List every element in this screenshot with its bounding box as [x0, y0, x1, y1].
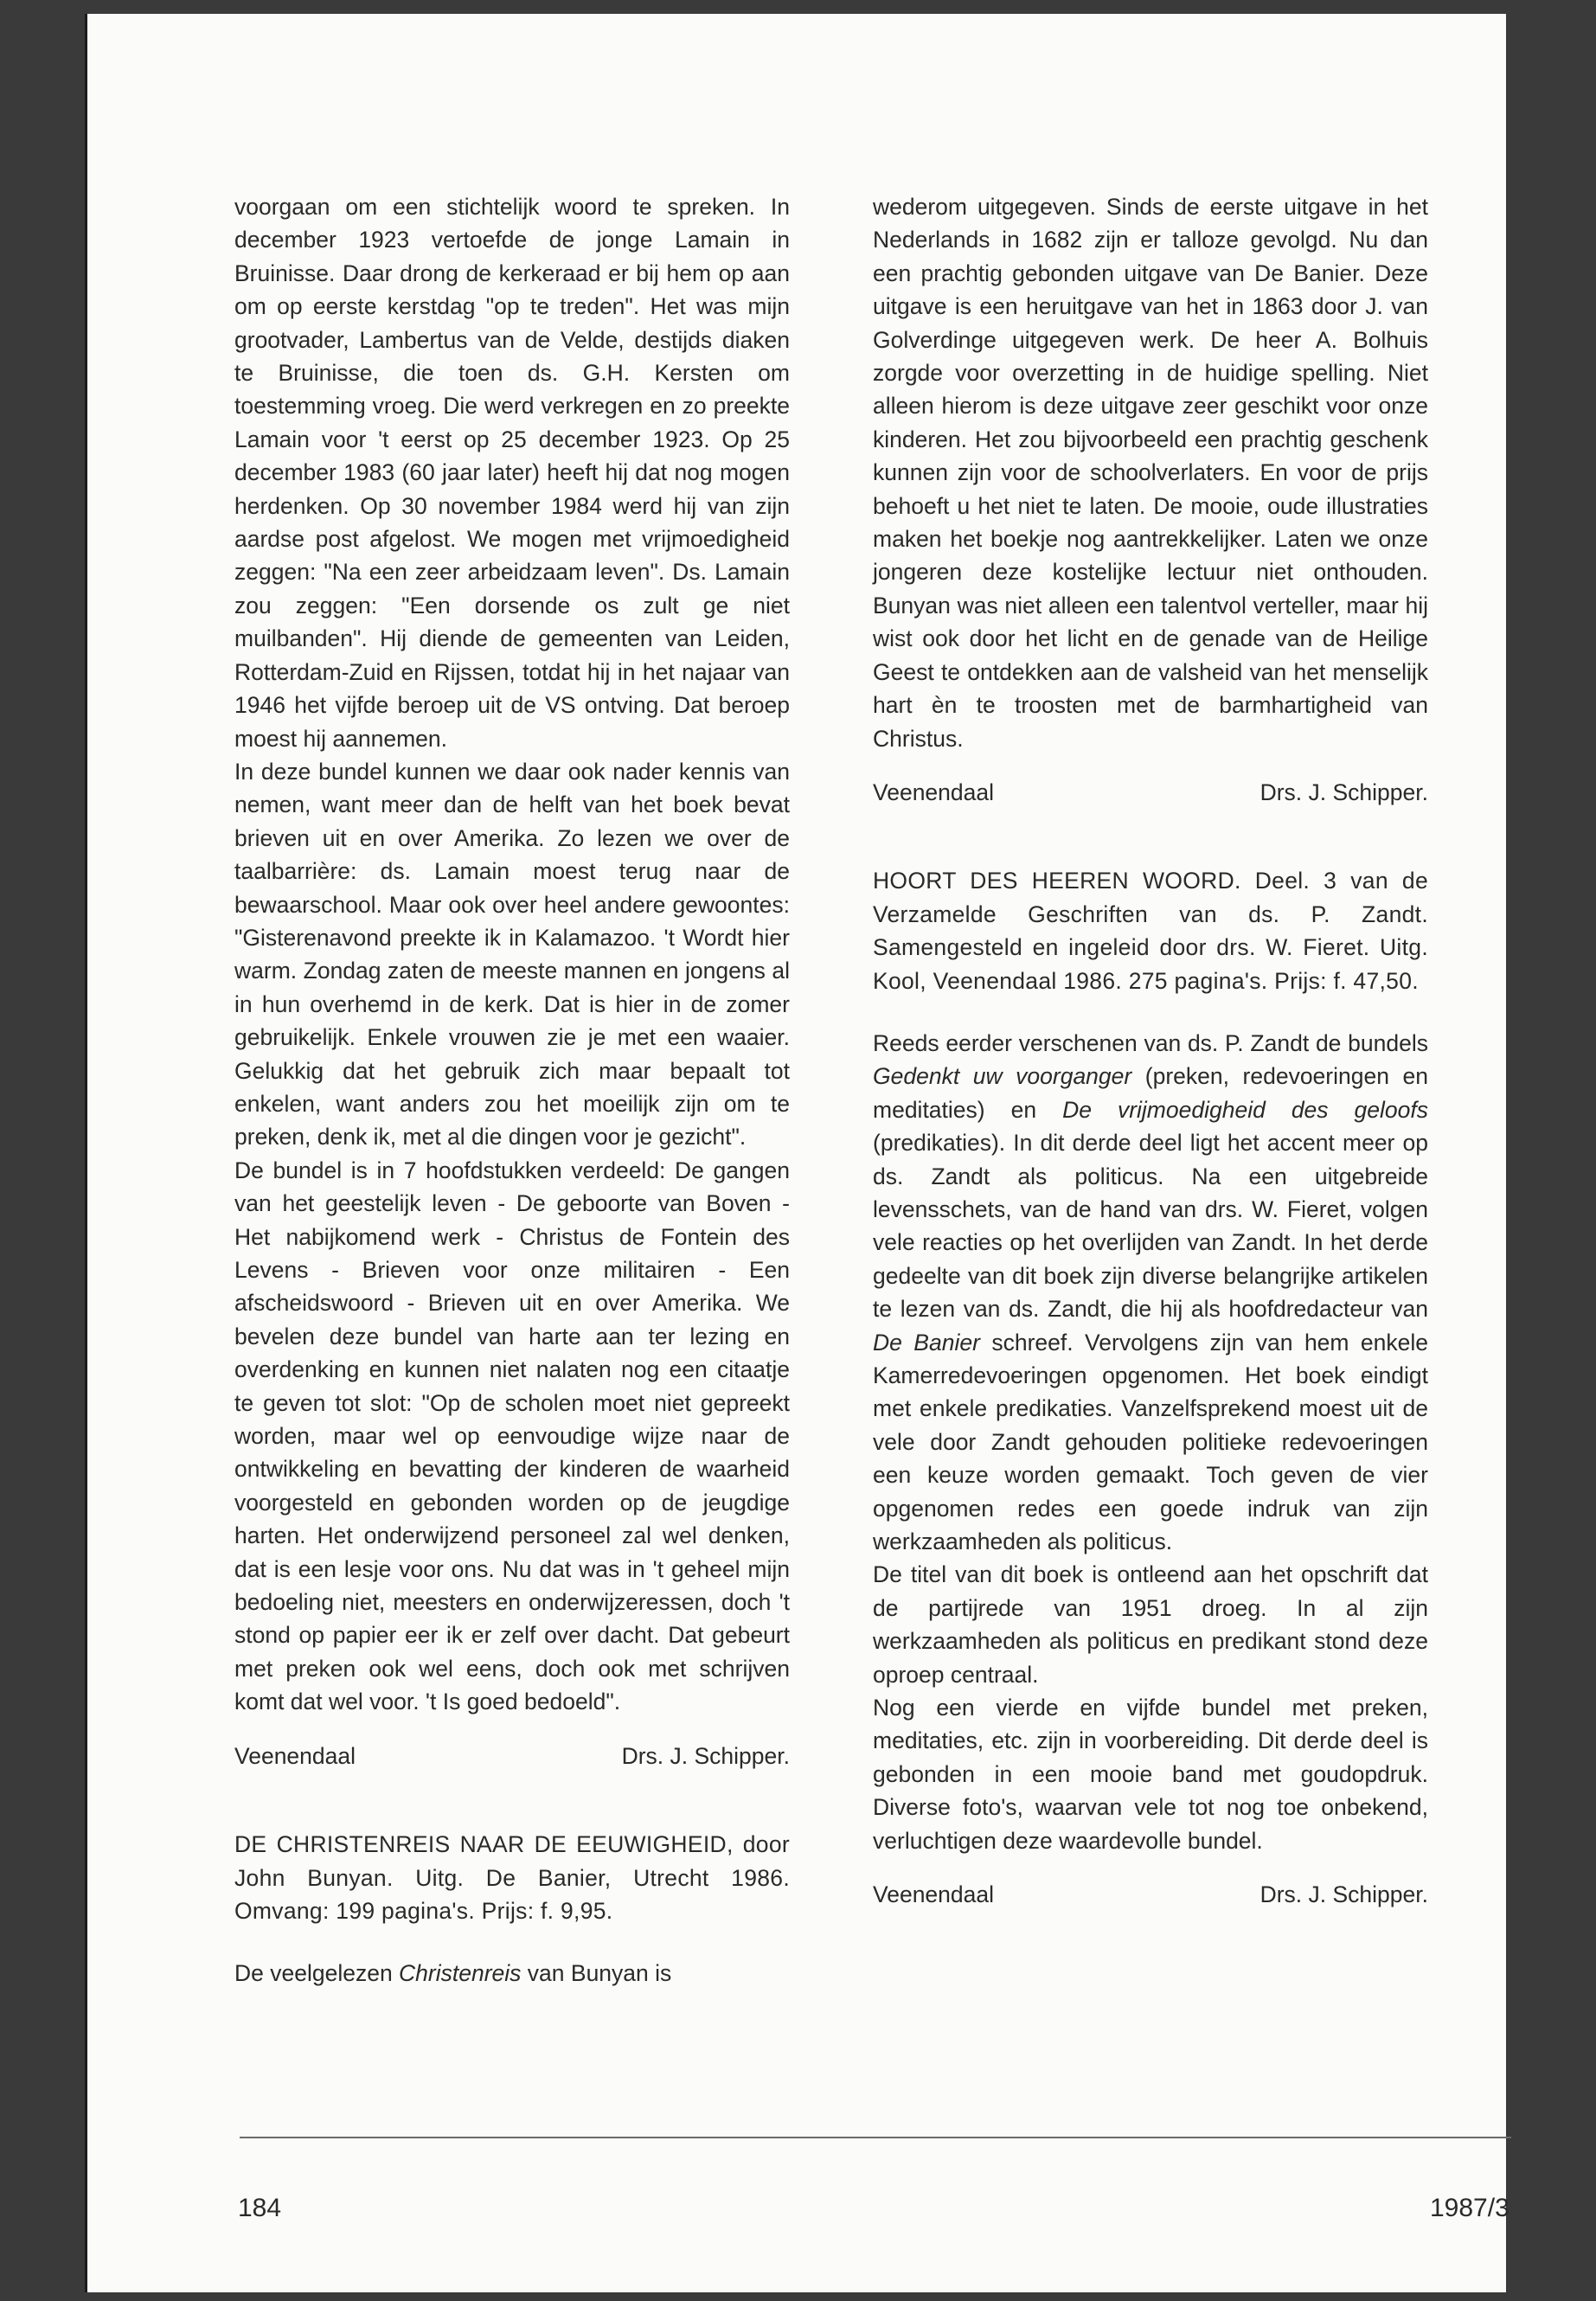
signature-name: Drs. J. Schipper. [621, 1742, 790, 1769]
review3-paragraph-3: Nog een vierde en vijfde bundel met preken, meditaties, etc. zijn in voorbereiding. Dit derde deel is gebonden in een mooie band met goudopdruk. Diverse foto's, waarvan vele tot nog toe onbekend, verluchtigen deze waardevolle bundel. [873, 1695, 1428, 1854]
review3-paragraph-1: Reeds eerder verschenen van ds. P. Zandt de bundels Gedenkt uw voorganger (preken, redevoeringen en meditaties) en De vrijmoedigheid des geloofs (predikaties). In dit derde deel ligt het accent meer op ds. Zandt als politicus. Na een uitgebreide levensschets, van de hand van drs. W. Fieret, volgen vele reacties op het overlijden van Zandt. In het derde gedeelte van dit boek zijn diverse belangrijke artikelen te lezen van ds. Zandt, die hij als hoofdredacteur van De Banier schreef. Vervolgens zijn van hem enkele Kamerredevoeringen opgenomen. Het boek eindigt met enkele predikaties. Vanzelfsprekend moest uit de vele door Zandt gehouden politieke redevoeringen een keuze worden gemaakt. Toch geven de vier opgenomen redes een goede indruk van zijn werkzaamheden als politicus. [873, 1029, 1429, 1555]
review2-signature [873, 776, 1428, 809]
publication-title: De Banier [873, 1329, 980, 1356]
review2-heading: DE CHRISTENREIS NAAR DE EEUWIGHEID, door John Bunyan. Uitg. De Banier, Utrecht 1986. Omvang: 199 pagina's. Prijs: f. 9,95. [234, 1831, 790, 1924]
issue-number: 1987/3 [1430, 2194, 1509, 2222]
review3-paragraph-2: De titel van dit boek is ontleend aan het opschrift dat de partijrede van 1951 droeg. In al zijn werkzaamheden als politicus en predikant stond deze oproep centraal. [873, 1561, 1428, 1688]
document-page [85, 14, 1509, 2292]
review1-paragraph-3: De bundel is in 7 hoofdstukken verdeeld: De gangen van het geestelijk leven - De geboorte van Boven - Het nabijkomend werk - Christus de Fontein des Levens - Brieven voor onze militairen - Een afscheidswoord - Brieven uit en over Amerika. We bevelen deze bundel van harte aan ter lezing en overdenking en kunnen niet nalaten nog een citaatje te geven tot slot: "Op de scholen moet niet gepreekt worden, maar wel op eenvoudige wijze naar de ontwikkeling en bevatting der kinderen de waarheid voorgesteld en gebonden worden op de jeugdige harten. Het onderwijzend personeel zal wel denken, dat is een lesje voor ons. Nu dat was in 't geheel mijn bedoeling niet, meesters en onderwijzeressen, doch 't stond op papier eer ik er zelf over dacht. Dat gebeurt met preken ook wel eens, doch ook met schrijven komt dat wel voor. 't Is goed bedoeld". [234, 1157, 790, 1715]
review1-signature [234, 1740, 790, 1772]
review3-signature [873, 1878, 1428, 1911]
book-title: Gedenkt uw voorganger [873, 1063, 1132, 1090]
review2-start: De veelgelezen Christenreis van Bunyan is [234, 1960, 672, 1987]
signature-place: Veenendaal [873, 779, 995, 805]
signature-name: Drs. J. Schipper. [1259, 1881, 1428, 1908]
signature-name: Drs. J. Schipper. [1259, 779, 1428, 805]
book-title: De vrijmoedigheid des geloofs [1062, 1096, 1428, 1123]
signature-place: Veenendaal [873, 1881, 995, 1908]
review3-heading: HOORT DES HEEREN WOORD. Deel. 3 van de Verzamelde Geschriften van ds. P. Zandt. Samengesteld en ingeleid door drs. W. Fieret. Uitg. Kool, Veenendaal 1986. 275 pagina's. Prijs: f. 47,50. [873, 868, 1428, 994]
review1-paragraph-2: In deze bundel kunnen we daar ook nader kennis van nemen, want meer dan de helft van het boek bevat brieven uit en over Amerika. Zo lezen we over de taalbarrière: ds. Lamain moest terug naar de bewaarschool. Maar ook over heel andere gewoontes: "Gisterenavond preekte ik in Kalamazoo. 't Wordt hier warm. Zondag zaten de meeste mannen en jongens al in hun overhemd in de kerk. Dat is hier in de zomer gebruikelijk. Enkele vrouwen zie je met een waaier. Gelukkig dat het gebruik zich maar bepaalt tot enkelen, want anders zou het moeilijk zijn om te preken, denk ik, met al die dingen voor je gezicht". [234, 758, 790, 1150]
signature-place: Veenendaal [234, 1742, 356, 1769]
book-title: Christenreis [399, 1960, 522, 1987]
review1-paragraph-1: voorgaan om een stichtelijk woord te spreken. In december 1923 vertoefde de jonge Lamain in Bruinisse. Daar drong de kerkeraad er bij hem op aan om op eerste kerstdag "op te treden". Het was mijn grootvader, Lambertus van de Velde, destijds diaken te Bruinisse, die toen ds. G.H. Kersten om toestemming vroeg. Die werd verkregen en zo preekte Lamain voor 't eerst op 25 december 1923. Op 25 december 1983 (60 jaar later) heeft hij dat nog mogen herdenken. Op 30 november 1984 werd hij van zijn aardse post afgelost. We mogen met vrijmoedigheid zeggen: "Na een zeer arbeidzaam leven". Ds. Lamain zou zeggen: "Een dorsende os zult ge niet muilbanden". Hij diende de gemeenten van Leiden, Rotterdam-Zuid en Rijssen, totdat hij in het najaar van 1946 het vijfde beroep uit de VS ontving. Dat beroep moest hij aannemen. [234, 194, 790, 752]
right-column [873, 190, 1428, 1912]
page-number: 184 [238, 2194, 282, 2222]
review2-continued: wederom uitgegeven. Sinds de eerste uitgave in het Nederlands in 1682 zijn er talloze gevolgd. Nu dan een prachtig gebonden uitgave van De Banier. Deze uitgave is een heruitgave van het in 1863 door J. van Golverdinge uitgegeven werk. De heer A. Bolhuis zorgde voor overzetting in de huidige spelling. Niet alleen hierom is deze uitgave zeer geschikt voor onze kinderen. Het zou bijvoorbeeld een prachtig geschenk kunnen zijn voor de schoolverlaters. En voor de prijs behoeft u het niet te laten. De mooie, oude illustraties maken het boekje nog aantrekkelijker. Laten we onze jongeren deze kostelijke lectuur niet onthouden. Bunyan was niet alleen een talentvol verteller, maar hij wist ook door het licht en de genade van de Heilige Geest te ontdekken aan de valsheid van het menselijk hart èn te troosten met de barmhartigheid van Christus. [873, 194, 1428, 752]
left-column [234, 190, 790, 1990]
footer-divider [240, 2137, 1511, 2138]
